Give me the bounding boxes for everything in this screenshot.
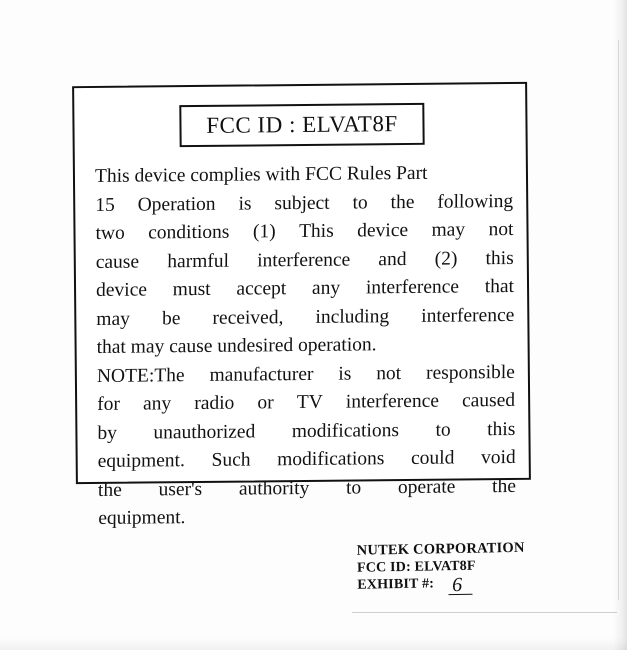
word: interference — [257, 249, 351, 271]
word: interference — [365, 276, 460, 299]
word: harmful — [167, 250, 230, 272]
word: to — [352, 191, 368, 214]
word: and — [378, 248, 407, 270]
word: is — [338, 363, 352, 385]
word: to — [345, 476, 362, 499]
word: to — [435, 419, 451, 441]
word: void — [480, 446, 516, 469]
text-line-9 — [97, 387, 515, 420]
word: radio — [194, 392, 235, 415]
word: interference — [345, 390, 440, 413]
word: that — [484, 275, 515, 298]
word: including — [315, 305, 390, 328]
word: (2) — [434, 248, 458, 270]
scan-edge-line — [618, 40, 619, 600]
word: must — [172, 278, 211, 301]
stamp-exhibit-label: EXHIBIT #: — [357, 576, 435, 593]
word: is — [238, 192, 252, 215]
word: unauthorized — [153, 420, 256, 443]
text-line-13 — [98, 501, 516, 534]
text-line-8 — [97, 358, 515, 391]
text-line-1 — [95, 159, 513, 192]
text-line-10 — [97, 415, 515, 448]
word: equipment. — [97, 450, 186, 472]
word: may — [96, 308, 131, 330]
word: accept — [236, 278, 287, 300]
word: for — [97, 393, 121, 415]
word: TV — [296, 391, 323, 414]
word: device — [357, 219, 409, 242]
word: not — [376, 362, 402, 384]
word: by — [97, 422, 118, 444]
word: manufacturer — [209, 363, 314, 386]
word: user's — [158, 478, 203, 500]
word: interference — [421, 304, 515, 327]
text-line-11 — [98, 444, 516, 477]
word: or — [257, 392, 274, 414]
word: that may cause undesired operation. — [96, 334, 377, 358]
word: may — [431, 219, 466, 241]
word: could — [410, 447, 455, 469]
stamp-exhibit-row — [357, 573, 557, 597]
word: cause — [95, 251, 140, 273]
word: authority — [238, 477, 310, 500]
word: This — [298, 220, 334, 243]
word: operate — [397, 476, 456, 498]
word: modifications — [277, 448, 385, 471]
exhibit-stamp — [356, 539, 558, 597]
word: Such — [211, 449, 251, 471]
word: device — [95, 279, 148, 301]
word: (1) — [252, 221, 276, 243]
word: any — [311, 277, 341, 299]
word: responsible — [425, 361, 515, 384]
word: NOTE:The — [96, 364, 185, 387]
word: two — [95, 222, 125, 244]
word: equipment. — [98, 507, 186, 529]
word: 15 — [95, 194, 115, 216]
word: be — [161, 307, 181, 329]
stamp-fcc-id: FCC ID: ELVAT8F — [356, 558, 476, 576]
text-line-3 — [95, 216, 513, 249]
word: This device complies with FCC Rules Part — [94, 162, 428, 187]
fcc-id-text: FCC ID : ELVAT8F — [206, 111, 398, 138]
text-line-4 — [96, 244, 514, 277]
word: following — [437, 190, 514, 213]
word: Operation — [137, 193, 216, 216]
text-line-12 — [98, 472, 516, 505]
text-line-6 — [96, 301, 514, 334]
word: conditions — [148, 221, 230, 244]
compliance-statement — [95, 159, 517, 533]
word: this — [487, 418, 516, 440]
word: the — [97, 479, 122, 501]
text-line-2 — [95, 187, 513, 220]
word: any — [142, 393, 172, 415]
word: the — [390, 191, 415, 213]
stamp-bottom-rule — [352, 612, 617, 613]
word: received, — [212, 306, 284, 329]
text-line-7 — [96, 330, 514, 363]
word: this — [485, 247, 514, 269]
fcc-label-box — [72, 82, 531, 529]
fcc-id-box — [179, 103, 424, 147]
word: subject — [274, 192, 330, 214]
stamp-exhibit-number: 6 — [448, 576, 473, 595]
word: not — [488, 218, 514, 241]
word: modifications — [291, 419, 400, 442]
stamp-company: NUTEK CORPORATION — [356, 539, 525, 559]
word: the — [491, 475, 517, 497]
word: caused — [461, 389, 516, 412]
text-line-5 — [96, 273, 514, 306]
